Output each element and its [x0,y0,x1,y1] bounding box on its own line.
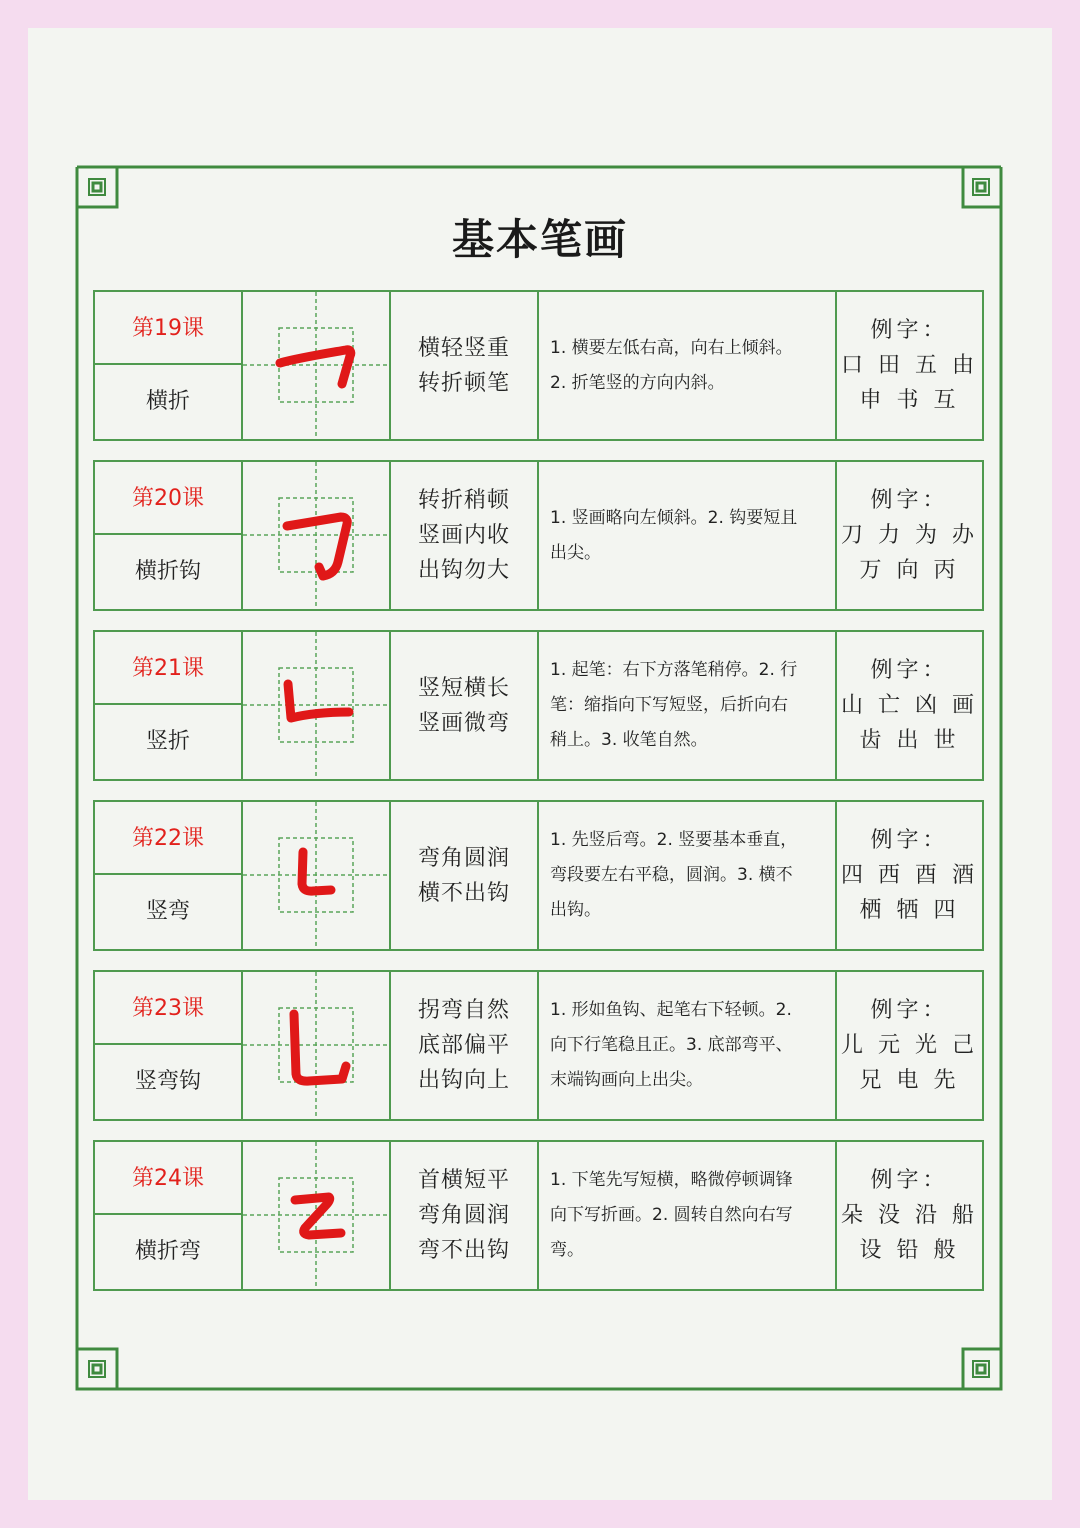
note-line: 笔：缩指向下写短竖，后折向右 [550,695,788,715]
example-chars: 四 西 酉 酒 [841,863,978,888]
lesson-row [93,970,984,1121]
practice-grid-cell [243,632,391,779]
note-line: 1. 形如鱼钩、起笔右下轻顿。2. [550,1000,792,1020]
tips-cell [391,1142,539,1289]
example-chars: 刀 力 为 办 [841,523,978,548]
example-label: 例字： [870,828,949,853]
practice-grid [243,972,389,1119]
practice-grid [243,292,389,439]
examples-text [837,802,982,949]
notes-text [550,292,827,439]
examples-cell [837,462,982,609]
practice-grid-cell [243,462,391,609]
tip-line: 首横短平 [417,1168,510,1193]
notes-cell [539,1142,837,1289]
example-label: 例字： [870,658,949,683]
example-chars: 设 铅 般 [859,1238,960,1263]
stroke-name: 横折弯 [134,1239,201,1264]
tips-cell [391,462,539,609]
lesson-number: 第22课 [95,802,241,875]
tip-line: 弯角圆润 [417,845,510,871]
lesson-number: 第23课 [95,972,241,1045]
lesson-info-cell [95,462,243,609]
practice-grid-cell [243,292,391,439]
tip-line: 转折顿笔 [417,370,510,396]
practice-grid-cell [243,1142,391,1289]
practice-grid [243,802,389,949]
tips-text [391,1142,537,1289]
lesson-row [93,1140,984,1291]
tip-line: 竖短横长 [417,675,510,701]
tip-line: 横轻竖重 [417,335,510,361]
lesson-number: 第19课 [95,292,241,365]
tip-line: 底部偏平 [417,1033,510,1058]
note-line: 向下行笔稳且正。3. 底部弯平、 [550,1035,793,1055]
stroke-name: 竖弯钩 [134,1069,201,1094]
note-line: 1. 竖画略向左倾斜。2. 钩要短且 [550,507,798,528]
stroke-glyph [295,1197,341,1235]
tips-text [391,632,537,779]
practice-grid [243,462,389,609]
examples-cell [837,1142,982,1289]
examples-cell [837,632,982,779]
lesson-row [93,630,984,781]
note-line: 出尖。 [550,542,601,563]
tip-line: 竖画微弯 [417,710,510,736]
practice-grid [243,632,389,779]
stroke-name: 横折钩 [134,559,201,584]
lesson-number: 第24课 [95,1142,241,1215]
lesson-info-cell [95,1142,243,1289]
stroke-glyph [288,684,349,718]
note-line: 1. 先竖后弯。2. 竖要基本垂直， [550,830,798,850]
examples-text [837,462,982,609]
practice-grid-cell [243,802,391,949]
example-chars: 山 亡 凶 画 [841,693,978,718]
tips-cell [391,632,539,779]
tips-cell [391,292,539,439]
tip-line: 竖画内收 [417,523,510,548]
examples-text [837,1142,982,1289]
stroke-name: 竖折 [145,729,190,754]
stroke-glyph [294,1014,346,1081]
stroke-name: 横折 [145,389,190,414]
tip-line: 横不出钩 [417,880,510,906]
note-line: 出钩。 [550,900,601,920]
note-line: 向下写折画。2. 圆转自然向右写 [550,1205,793,1225]
stroke-glyph [302,852,331,891]
practice-grid-cell [243,972,391,1119]
lesson-info-cell [95,802,243,949]
example-chars: 口 田 五 由 [841,353,978,378]
note-line: 1. 下笔先写短横，略微停顿调锋 [550,1170,793,1190]
lesson-info-cell [95,972,243,1119]
tips-text [391,972,537,1119]
note-line: 弯。 [550,1240,584,1260]
tip-line: 弯角圆润 [417,1203,510,1228]
lesson-info-cell [95,632,243,779]
note-line: 1. 横要左低右高，向右上倾斜。 [550,337,793,358]
notes-text [550,802,827,949]
notes-text [550,632,827,779]
example-chars: 栖 牺 四 [859,898,960,923]
tip-line: 出钩向上 [417,1068,510,1093]
notes-cell [539,802,837,949]
lesson-info-cell [95,292,243,439]
tip-line: 弯不出钩 [417,1238,510,1263]
example-label: 例字： [870,318,949,343]
notes-text [550,1142,827,1289]
page-title: 基本笔画 [451,215,628,264]
stroke-glyph [287,517,347,576]
example-chars: 朵 没 沿 船 [841,1203,978,1228]
practice-grid [243,1142,389,1289]
stroke-name: 竖弯 [145,899,190,924]
notes-cell [539,292,837,439]
notes-cell [539,632,837,779]
lesson-number: 第20课 [95,462,241,535]
notes-text [550,462,827,609]
lesson-row [93,290,984,441]
examples-cell [837,972,982,1119]
note-line: 末端钩画向上出尖。 [550,1070,703,1090]
example-chars: 申 书 互 [859,388,960,413]
notes-text [550,972,827,1119]
lesson-row [93,460,984,611]
example-chars: 兄 电 先 [859,1068,960,1093]
examples-text [837,292,982,439]
tips-cell [391,802,539,949]
tips-text [391,802,537,949]
example-label: 例字： [870,1168,949,1193]
example-label: 例字： [870,488,949,513]
example-label: 例字： [870,998,949,1023]
examples-cell [837,802,982,949]
examples-text [837,632,982,779]
tip-line: 拐弯自然 [417,998,510,1023]
note-line: 1. 起笔：右下方落笔稍停。2. 行 [550,660,798,680]
tip-line: 出钩勿大 [417,558,510,583]
example-chars: 齿 出 世 [859,728,960,753]
note-line: 弯段要左右平稳，圆润。3. 横不 [550,865,793,885]
note-line: 稍上。3. 收笔自然。 [550,730,708,750]
note-line: 2. 折笔竖的方向内斜。 [550,372,725,393]
example-chars: 万 向 丙 [859,558,960,583]
notes-cell [539,462,837,609]
lesson-row [93,800,984,951]
tips-text [391,462,537,609]
tip-line: 转折稍顿 [417,488,510,513]
examples-text [837,972,982,1119]
tips-text [391,292,537,439]
tips-cell [391,972,539,1119]
examples-cell [837,292,982,439]
example-chars: 儿 元 光 己 [841,1033,978,1058]
notes-cell [539,972,837,1119]
lesson-number: 第21课 [95,632,241,705]
